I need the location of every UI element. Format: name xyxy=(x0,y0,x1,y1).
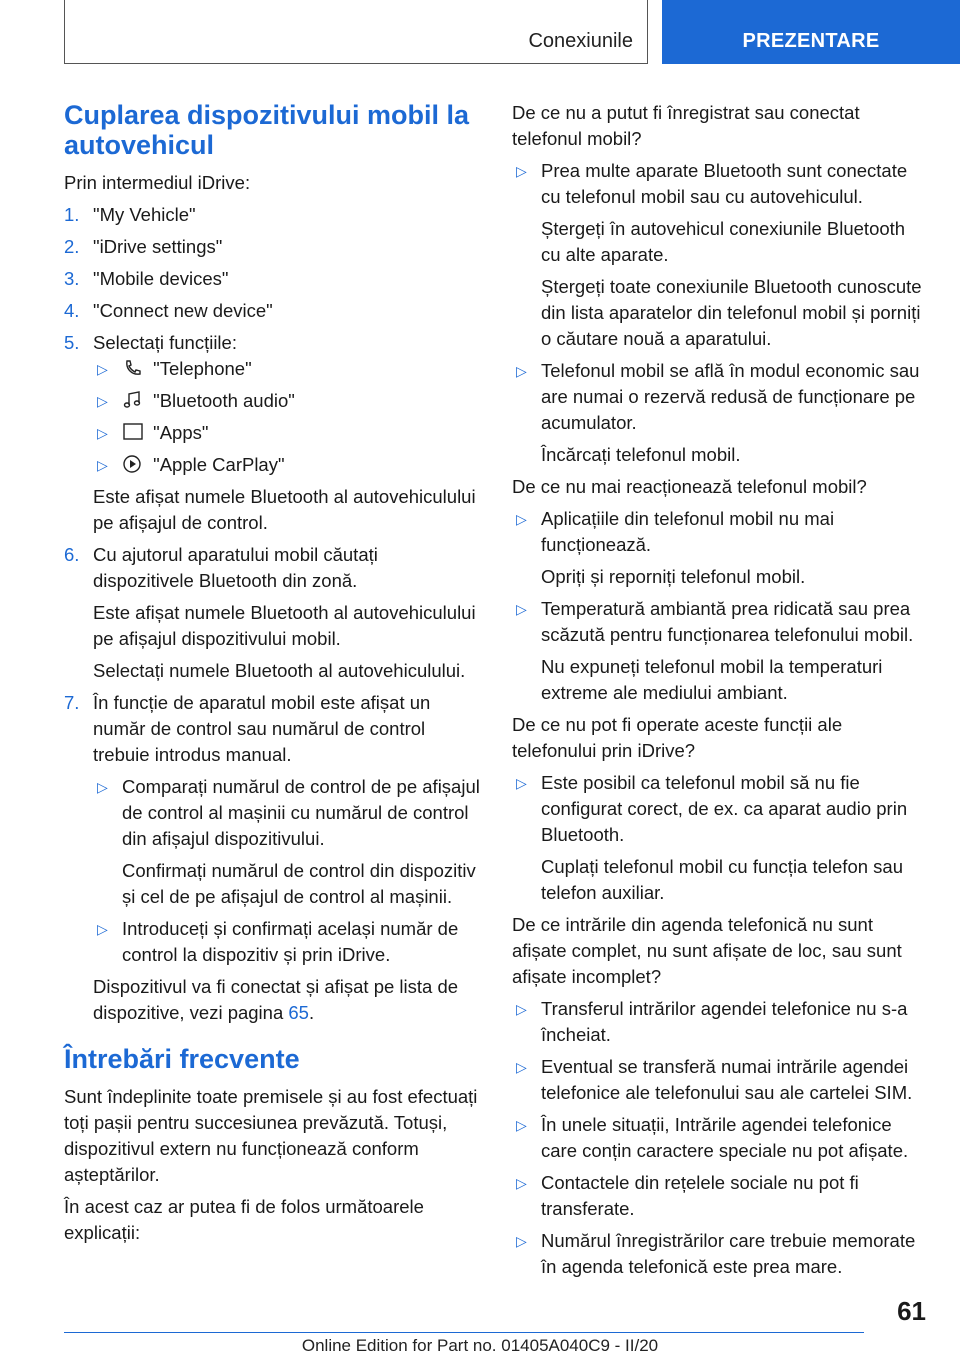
function-label: "Apps" xyxy=(153,422,209,443)
function-item xyxy=(93,420,482,446)
footer-divider xyxy=(64,1332,864,1333)
apps-icon xyxy=(122,422,144,442)
function-label: "Bluetooth audio" xyxy=(153,390,295,411)
function-item xyxy=(93,452,482,478)
answer-text: Eventual se transferă numai intrările agendei telefonice ale telefonului sau ale cartelei SIM. xyxy=(541,1056,913,1103)
page-reference-link[interactable]: 65 xyxy=(288,1002,309,1023)
step-note: Este afișat numele Bluetooth al autovehiculului pe afișajul dispozitivului mobil. xyxy=(93,602,476,649)
faq-answer-item xyxy=(512,1170,928,1222)
header-section-box xyxy=(64,0,648,64)
telephone-icon xyxy=(122,358,144,378)
faq-question: De ce nu mai reacționează telefonul mobil? xyxy=(512,476,867,497)
header-chapter-title: PREZENTARE xyxy=(742,30,880,52)
faq-paragraph: În acest caz ar putea fi de folos următoarele explicații: xyxy=(64,1196,424,1243)
bullet-text: Introduceți și confirmați același număr de control la dispozitiv și prin iDrive. xyxy=(122,918,459,965)
function-label: "Telephone" xyxy=(153,358,252,379)
edition-footer: Online Edition for Part no. 01405A040C9 - II/20 xyxy=(301,1336,659,1355)
step-number: 3. xyxy=(64,268,80,289)
bullet-triangle-icon: ▷ xyxy=(516,163,527,179)
step-item xyxy=(64,542,482,684)
answer-text: În unele situații, Intrările agendei telefonice care conțin caractere speciale nu pot afișate. xyxy=(541,1114,909,1161)
step-final-note: Dispozitivul va fi conectat și afișat pe lista de dispozitive, vezi pagina 65. xyxy=(93,976,459,1023)
bullet-text: Comparați numărul de control de pe afișajul de control al mașinii cu numărul de control din afișajul dispozitivului. xyxy=(122,776,480,849)
step-text: "My Vehicle" xyxy=(93,204,196,225)
bullet-triangle-icon: ▷ xyxy=(516,1001,527,1017)
step-note: Selectați numele Bluetooth al autovehiculului. xyxy=(93,660,466,681)
answer-text: Este posibil ca telefonul mobil să nu fie configurat corect, de ex. ca aparat audio prin Bluetooth. xyxy=(541,772,908,845)
right-column xyxy=(512,100,928,1286)
bullet-triangle-icon: ▷ xyxy=(97,457,108,473)
section-heading-faq: Întrebări frecvente xyxy=(64,1044,300,1074)
answer-text: Prea multe aparate Bluetooth sunt conectate cu telefonul mobil sau cu autovehiculul. xyxy=(541,160,908,207)
answer-text: Transferul intrărilor agendei telefonice nu s-a încheiat. xyxy=(541,998,908,1045)
step-item xyxy=(64,202,482,228)
step-text: Cu ajutorul aparatului mobil căutați dispozitivele Bluetooth din zonă. xyxy=(93,544,378,591)
step-number: 5. xyxy=(64,332,80,353)
faq-question: De ce nu a putut fi înregistrat sau conectat telefonul mobil? xyxy=(512,102,860,149)
function-label: "Apple CarPlay" xyxy=(153,454,285,475)
function-item xyxy=(93,388,482,414)
step-text: "Mobile devices" xyxy=(93,268,229,289)
bullet-triangle-icon: ▷ xyxy=(97,921,108,937)
faq-answer-item xyxy=(512,1054,928,1106)
bullet-triangle-icon: ▷ xyxy=(97,361,108,377)
step-item xyxy=(64,690,482,1026)
faq-answer-item xyxy=(512,158,928,352)
answer-subtext: Încărcați telefonul mobil. xyxy=(541,444,741,465)
step-item xyxy=(64,234,482,260)
bullet-triangle-icon: ▷ xyxy=(516,1233,527,1249)
answer-subtext: Nu expuneți telefonul mobil la temperaturi extreme ale mediului ambiant. xyxy=(541,656,883,703)
answer-text: Contactele din rețelele sociale nu pot fi transferate. xyxy=(541,1172,859,1219)
faq-answer-item xyxy=(512,770,928,906)
faq-answer-item xyxy=(512,996,928,1048)
bullet-triangle-icon: ▷ xyxy=(516,601,527,617)
answer-subtext: Cuplați telefonul mobil cu funcția telefon sau telefon auxiliar. xyxy=(541,856,903,903)
page-number: 61 xyxy=(897,1296,926,1326)
function-item xyxy=(93,356,482,382)
answer-subtext: Ștergeți în autovehicul conexiunile Bluetooth cu alte aparate. xyxy=(541,218,906,265)
answer-subtext: Ștergeți toate conexiunile Bluetooth cunoscute din lista aparatelor din telefonul mobil și porniți o căutare nouă a aparatului. xyxy=(541,276,922,349)
faq-answer-item xyxy=(512,596,928,706)
faq-paragraph: Sunt îndeplinite toate premisele și au fost efectuați toți pașii pentru succesiunea prevăzută. Totuși, dispozitivul extern nu funcționează conform așteptărilor. xyxy=(64,1086,478,1185)
faq-question: De ce nu pot fi operate aceste funcții ale telefonului prin iDrive? xyxy=(512,714,843,761)
intro-text: Prin intermediul iDrive: xyxy=(64,172,251,193)
step-text: În funcție de aparatul mobil este afișat un număr de control sau numărul de control trebuie introdus manual. xyxy=(93,692,431,765)
faq-answer-item xyxy=(512,506,928,590)
left-column xyxy=(64,100,482,1252)
step-number: 2. xyxy=(64,236,80,257)
bullet-triangle-icon: ▷ xyxy=(97,425,108,441)
answer-text: Temperatură ambiantă prea ridicată sau prea scăzută pentru funcționarea telefonului mobil. xyxy=(541,598,914,645)
bullet-triangle-icon: ▷ xyxy=(516,1175,527,1191)
answer-text: Telefonul mobil se află în modul economic sau are numai o rezervă redusă de funcționare pe acumulator. xyxy=(541,360,920,433)
answer-text: Numărul înregistrărilor care trebuie memorate în agenda telefonică este prea mare. xyxy=(541,1230,916,1277)
faq-answer-item xyxy=(512,358,928,468)
step-number: 1. xyxy=(64,204,80,225)
step-text: "iDrive settings" xyxy=(93,236,223,257)
step-number: 7. xyxy=(64,692,80,713)
header-section-title: Conexiunile xyxy=(528,30,633,52)
answer-text: Aplicațiile din telefonul mobil nu mai funcționează. xyxy=(541,508,835,555)
faq-answer-item xyxy=(512,1112,928,1164)
bullet-triangle-icon: ▷ xyxy=(516,363,527,379)
step-note: Este afișat numele Bluetooth al autovehiculului pe afișajul de control. xyxy=(93,486,476,533)
section-heading-pairing: Cuplarea dispozitivului mobil la autovehicul xyxy=(64,100,470,160)
faq-answer-item xyxy=(512,1228,928,1280)
bullet-triangle-icon: ▷ xyxy=(516,1059,527,1075)
bullet-subtext: Confirmați numărul de control din dispozitiv și cel de pe afișajul de control al mașinii. xyxy=(122,860,476,907)
carplay-icon xyxy=(122,454,144,474)
bullet-item xyxy=(93,916,482,968)
bullet-triangle-icon: ▷ xyxy=(97,393,108,409)
step-item xyxy=(64,298,482,324)
step-text: Selectați funcțiile: xyxy=(93,332,237,353)
step-number: 4. xyxy=(64,300,80,321)
header-chapter-tab[interactable] xyxy=(662,0,960,64)
bullet-item xyxy=(93,774,482,910)
music-note-icon xyxy=(122,390,144,410)
step-number: 6. xyxy=(64,544,80,565)
bullet-triangle-icon: ▷ xyxy=(97,779,108,795)
step-text: "Connect new device" xyxy=(93,300,273,321)
answer-subtext: Opriți și reporniți telefonul mobil. xyxy=(541,566,806,587)
faq-question: De ce intrările din agenda telefonică nu sunt afișate complet, nu sunt afișate de loc, sau sunt afișate incomplet? xyxy=(512,914,902,987)
step-item xyxy=(64,330,482,536)
step-item xyxy=(64,266,482,292)
bullet-triangle-icon: ▷ xyxy=(516,511,527,527)
bullet-triangle-icon: ▷ xyxy=(516,775,527,791)
bullet-triangle-icon: ▷ xyxy=(516,1117,527,1133)
